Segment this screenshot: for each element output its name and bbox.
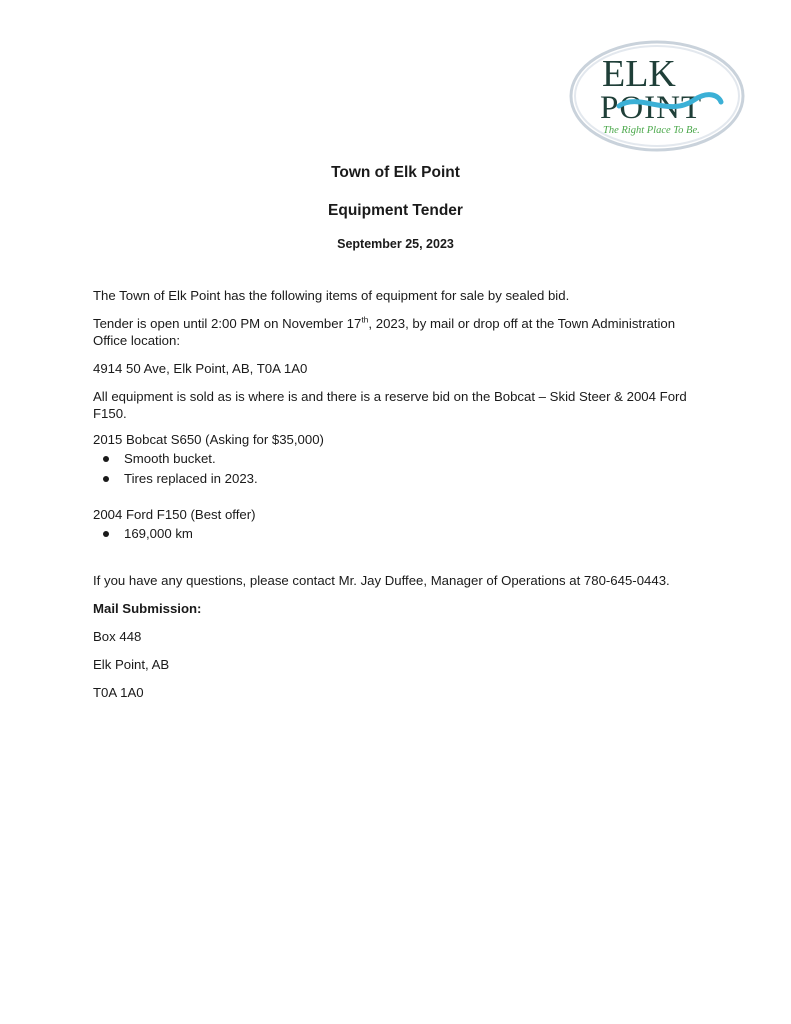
logo-graphic: [569, 40, 745, 152]
mail-line-city: Elk Point, AB: [93, 657, 170, 672]
tender-ordinal: th: [361, 314, 369, 325]
logo-tagline: The Right Place To Be.: [603, 125, 700, 136]
equipment-item-ford: [93, 506, 703, 544]
tender-paragraph: [93, 315, 703, 349]
document-body: [93, 287, 703, 701]
title-block: [0, 163, 791, 252]
item-heading: 2015 Bobcat S650 (Asking for $35,000): [93, 432, 324, 447]
elk-point-logo: [569, 40, 745, 152]
item-heading: 2004 Ford F150 (Best offer): [93, 507, 256, 522]
list-item-text: Smooth bucket.: [124, 451, 216, 466]
list-item-text: Tires replaced in 2023.: [124, 471, 258, 486]
bullet-icon: [103, 456, 109, 462]
logo-line1: ELK: [602, 53, 676, 95]
list-item-text: 169,000 km: [124, 526, 193, 541]
item-bullet-list: [93, 449, 703, 489]
tender-suffix: , 2023, by mail or drop off at the Town Administration Office location:: [93, 316, 676, 348]
mail-line-box: Box 448: [93, 629, 142, 644]
mail-submission-heading: Mail Submission:: [93, 601, 202, 616]
list-item: [93, 469, 703, 489]
document-date: September 25, 2023: [337, 237, 454, 251]
document-subtitle: Equipment Tender: [328, 202, 463, 219]
equipment-item-bobcat: [93, 431, 703, 489]
contact-paragraph: If you have any questions, please contact Mr. Jay Duffee, Manager of Operations at 780-645-0443.: [93, 573, 670, 588]
list-item: [93, 449, 703, 469]
bullet-icon: [103, 531, 109, 537]
tender-prefix: Tender is open until 2:00 PM on November 17: [93, 316, 362, 331]
document-title: Town of Elk Point: [331, 164, 460, 181]
item-bullet-list: [93, 524, 703, 544]
address-paragraph: 4914 50 Ave, Elk Point, AB, T0A 1A0: [93, 361, 308, 376]
condition-paragraph: All equipment is sold as is where is and there is a reserve bid on the Bobcat – Skid Steer & 2004 Ford F150.: [93, 389, 687, 421]
list-item: [93, 524, 703, 544]
mail-line-postal: T0A 1A0: [93, 685, 144, 700]
logo-line2: POINT: [600, 90, 703, 126]
intro-paragraph: The Town of Elk Point has the following items of equipment for sale by sealed bid.: [93, 288, 570, 303]
bullet-icon: [103, 476, 109, 482]
